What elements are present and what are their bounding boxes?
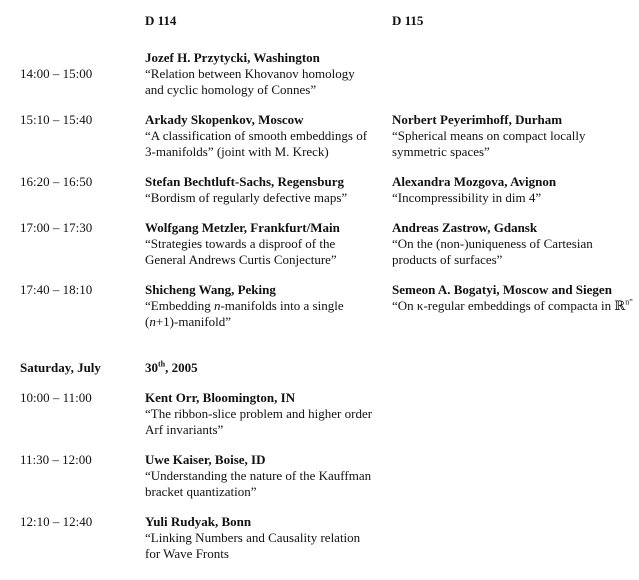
speaker-name: Shicheng Wang, Peking xyxy=(145,282,276,297)
math-n: n xyxy=(149,314,156,329)
time-slot: 14:00 – 15:00 xyxy=(20,66,93,81)
talk-entry xyxy=(145,174,375,206)
math-reals-symbol: ℝ xyxy=(614,299,626,314)
time-slot: 10:00 – 11:00 xyxy=(20,390,92,405)
speaker-name: Stefan Bechtluft-Sachs, Regensburg xyxy=(145,174,344,189)
talk-entry xyxy=(392,174,637,206)
math-n: n xyxy=(213,298,221,313)
talk-entry xyxy=(145,220,375,268)
talk-entry xyxy=(392,112,637,160)
speaker-name: Andreas Zastrow, Gdansk xyxy=(392,220,538,235)
title-text: +1)-manifold” xyxy=(155,314,232,329)
speaker-name: Jozef H. Przytycki, Washington xyxy=(145,50,320,65)
talk-title: “The ribbon-slice problem and higher order Arf invariants” xyxy=(145,406,373,437)
title-text: “Embedding xyxy=(145,298,214,313)
date-suffix: th xyxy=(158,359,166,369)
talk-entry xyxy=(145,50,375,98)
title-text: -manifolds into a single ( xyxy=(145,298,344,329)
room-header-d114: D 114 xyxy=(145,13,177,28)
date-day: 30 xyxy=(145,360,158,375)
speaker-name: Alexandra Mozgova, Avignon xyxy=(392,174,557,189)
speaker-name: Yuli Rudyak, Bonn xyxy=(145,514,252,529)
time-slot: 12:10 – 12:40 xyxy=(20,514,93,529)
date-year: , 2005 xyxy=(165,360,198,375)
talk-title xyxy=(392,298,637,315)
talk-title: “On the (non-)uniqueness of Cartesian products of surfaces” xyxy=(392,236,593,267)
talk-title: “Relation between Khovanov homology and cyclic homology of Connes” xyxy=(145,66,355,97)
time-slot: 17:00 – 17:30 xyxy=(20,220,93,235)
time-slot: 16:20 – 16:50 xyxy=(20,174,93,189)
talk-entry xyxy=(145,282,375,330)
speaker-name: Wolfgang Metzler, Frankfurt/Main xyxy=(145,220,340,235)
talk-title xyxy=(145,298,375,330)
talk-title: “Understanding the nature of the Kauffman bracket quantization” xyxy=(145,468,372,499)
talk-entry xyxy=(145,390,375,438)
time-slot: 17:40 – 18:10 xyxy=(20,282,93,297)
math-superscript: n” xyxy=(625,297,633,307)
talk-entry xyxy=(392,282,637,315)
speaker-name: Semeon A. Bogatyi, Moscow and Siegen xyxy=(392,282,612,297)
speaker-name: Arkady Skopenkov, Moscow xyxy=(145,112,304,127)
time-slot: 11:30 – 12:00 xyxy=(20,452,92,467)
talk-title: “Incompressibility in dim 4” xyxy=(392,190,542,205)
talk-title: “Linking Numbers and Causality relation for Wave Fronts xyxy=(145,530,361,561)
title-text: “On κ-regular embeddings of compacta in xyxy=(392,298,615,313)
day-date xyxy=(145,360,198,376)
day-label: Saturday, July xyxy=(20,360,101,375)
talk-title: “Bordism of regularly defective maps” xyxy=(145,190,348,205)
speaker-name: Kent Orr, Bloomington, IN xyxy=(145,390,296,405)
talk-entry xyxy=(145,112,375,160)
talk-title: “A classification of smooth embeddings of 3-manifolds” (joint with M. Kreck) xyxy=(145,128,368,159)
talk-title: “Strategies towards a disproof of the General Andrews Curtis Conjecture” xyxy=(145,236,337,267)
talk-entry xyxy=(392,220,637,268)
talk-entry xyxy=(145,452,375,500)
speaker-name: Norbert Peyerimhoff, Durham xyxy=(392,112,563,127)
talk-entry xyxy=(145,514,375,562)
speaker-name: Uwe Kaiser, Boise, ID xyxy=(145,452,266,467)
time-slot: 15:10 – 15:40 xyxy=(20,112,93,127)
room-header-d115: D 115 xyxy=(392,13,424,28)
talk-title: “Spherical means on compact locally symmetric spaces” xyxy=(392,128,586,159)
